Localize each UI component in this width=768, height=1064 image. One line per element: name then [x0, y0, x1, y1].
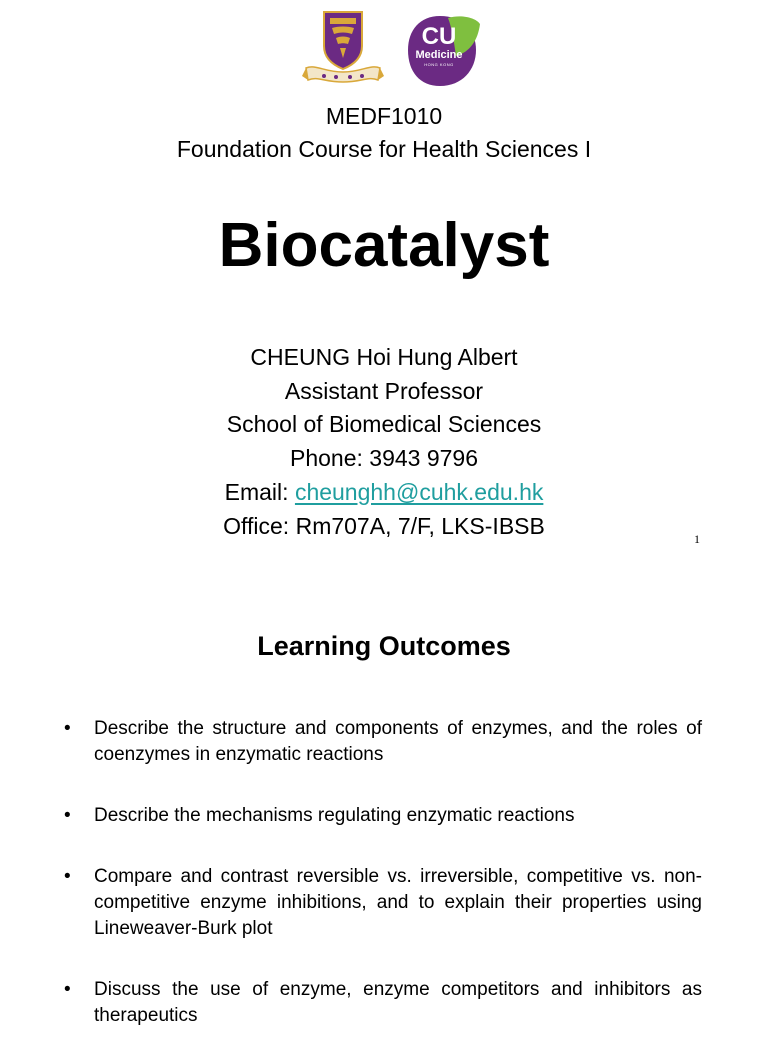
- lecture-title: Biocatalyst: [218, 211, 550, 280]
- outcome-text: Discuss the use of enzyme, enzyme competitors and inhibitors as therapeutics: [94, 979, 702, 1026]
- list-item: [64, 977, 702, 1029]
- presenter-position: Assistant Professor: [284, 378, 484, 404]
- office-label: Office:: [223, 513, 290, 539]
- presenter-name: CHEUNG Hoi Hung Albert: [250, 344, 518, 370]
- learning-outcomes-heading: Learning Outcomes: [257, 631, 511, 661]
- bullet-icon: •: [64, 979, 71, 1000]
- course-code: MEDF1010: [325, 103, 443, 129]
- cu-medicine-cu: CU: [421, 23, 457, 50]
- phone-number: 3943 9796: [369, 445, 479, 471]
- list-item: [64, 864, 702, 942]
- cu-medicine-wordmark: [409, 25, 469, 68]
- presenter-phone: [0, 443, 768, 473]
- phone-label: Phone:: [289, 445, 363, 471]
- presenter-email: [0, 477, 768, 507]
- course-name: Foundation Course for Health Sciences I: [176, 136, 592, 162]
- outcome-text: Describe the mechanisms regulating enzymatic reactions: [94, 805, 575, 826]
- list-item: [64, 803, 702, 829]
- email-link[interactable]: cheunghh@cuhk.edu.hk: [294, 479, 544, 505]
- bullet-icon: •: [64, 866, 71, 887]
- presenter-office: [0, 511, 768, 541]
- presenter-school: School of Biomedical Sciences: [226, 411, 542, 437]
- cu-medicine-region: HONG KONG: [424, 62, 454, 67]
- bullet-icon: •: [64, 805, 71, 826]
- learning-outcomes-list: [64, 716, 702, 1064]
- logo-row: [0, 10, 768, 90]
- list-item: [64, 716, 702, 768]
- outcome-text: Describe the structure and components of enzymes, and the roles of coenzymes in enzymatic reactions: [94, 718, 702, 765]
- cuhk-crest-icon: [302, 10, 384, 88]
- cu-medicine-medicine: Medicine: [415, 49, 463, 61]
- email-label: Email:: [224, 479, 289, 505]
- office-location: Rm707A, 7/F, LKS-IBSB: [295, 513, 545, 539]
- bullet-icon: •: [64, 718, 71, 739]
- outcome-text: Compare and contrast reversible vs. irreversible, competitive vs. non-competitive enzyme inhibitions, and to explain their properties using Lineweaver-Burk plot: [94, 866, 702, 939]
- page-number: 1: [694, 532, 700, 546]
